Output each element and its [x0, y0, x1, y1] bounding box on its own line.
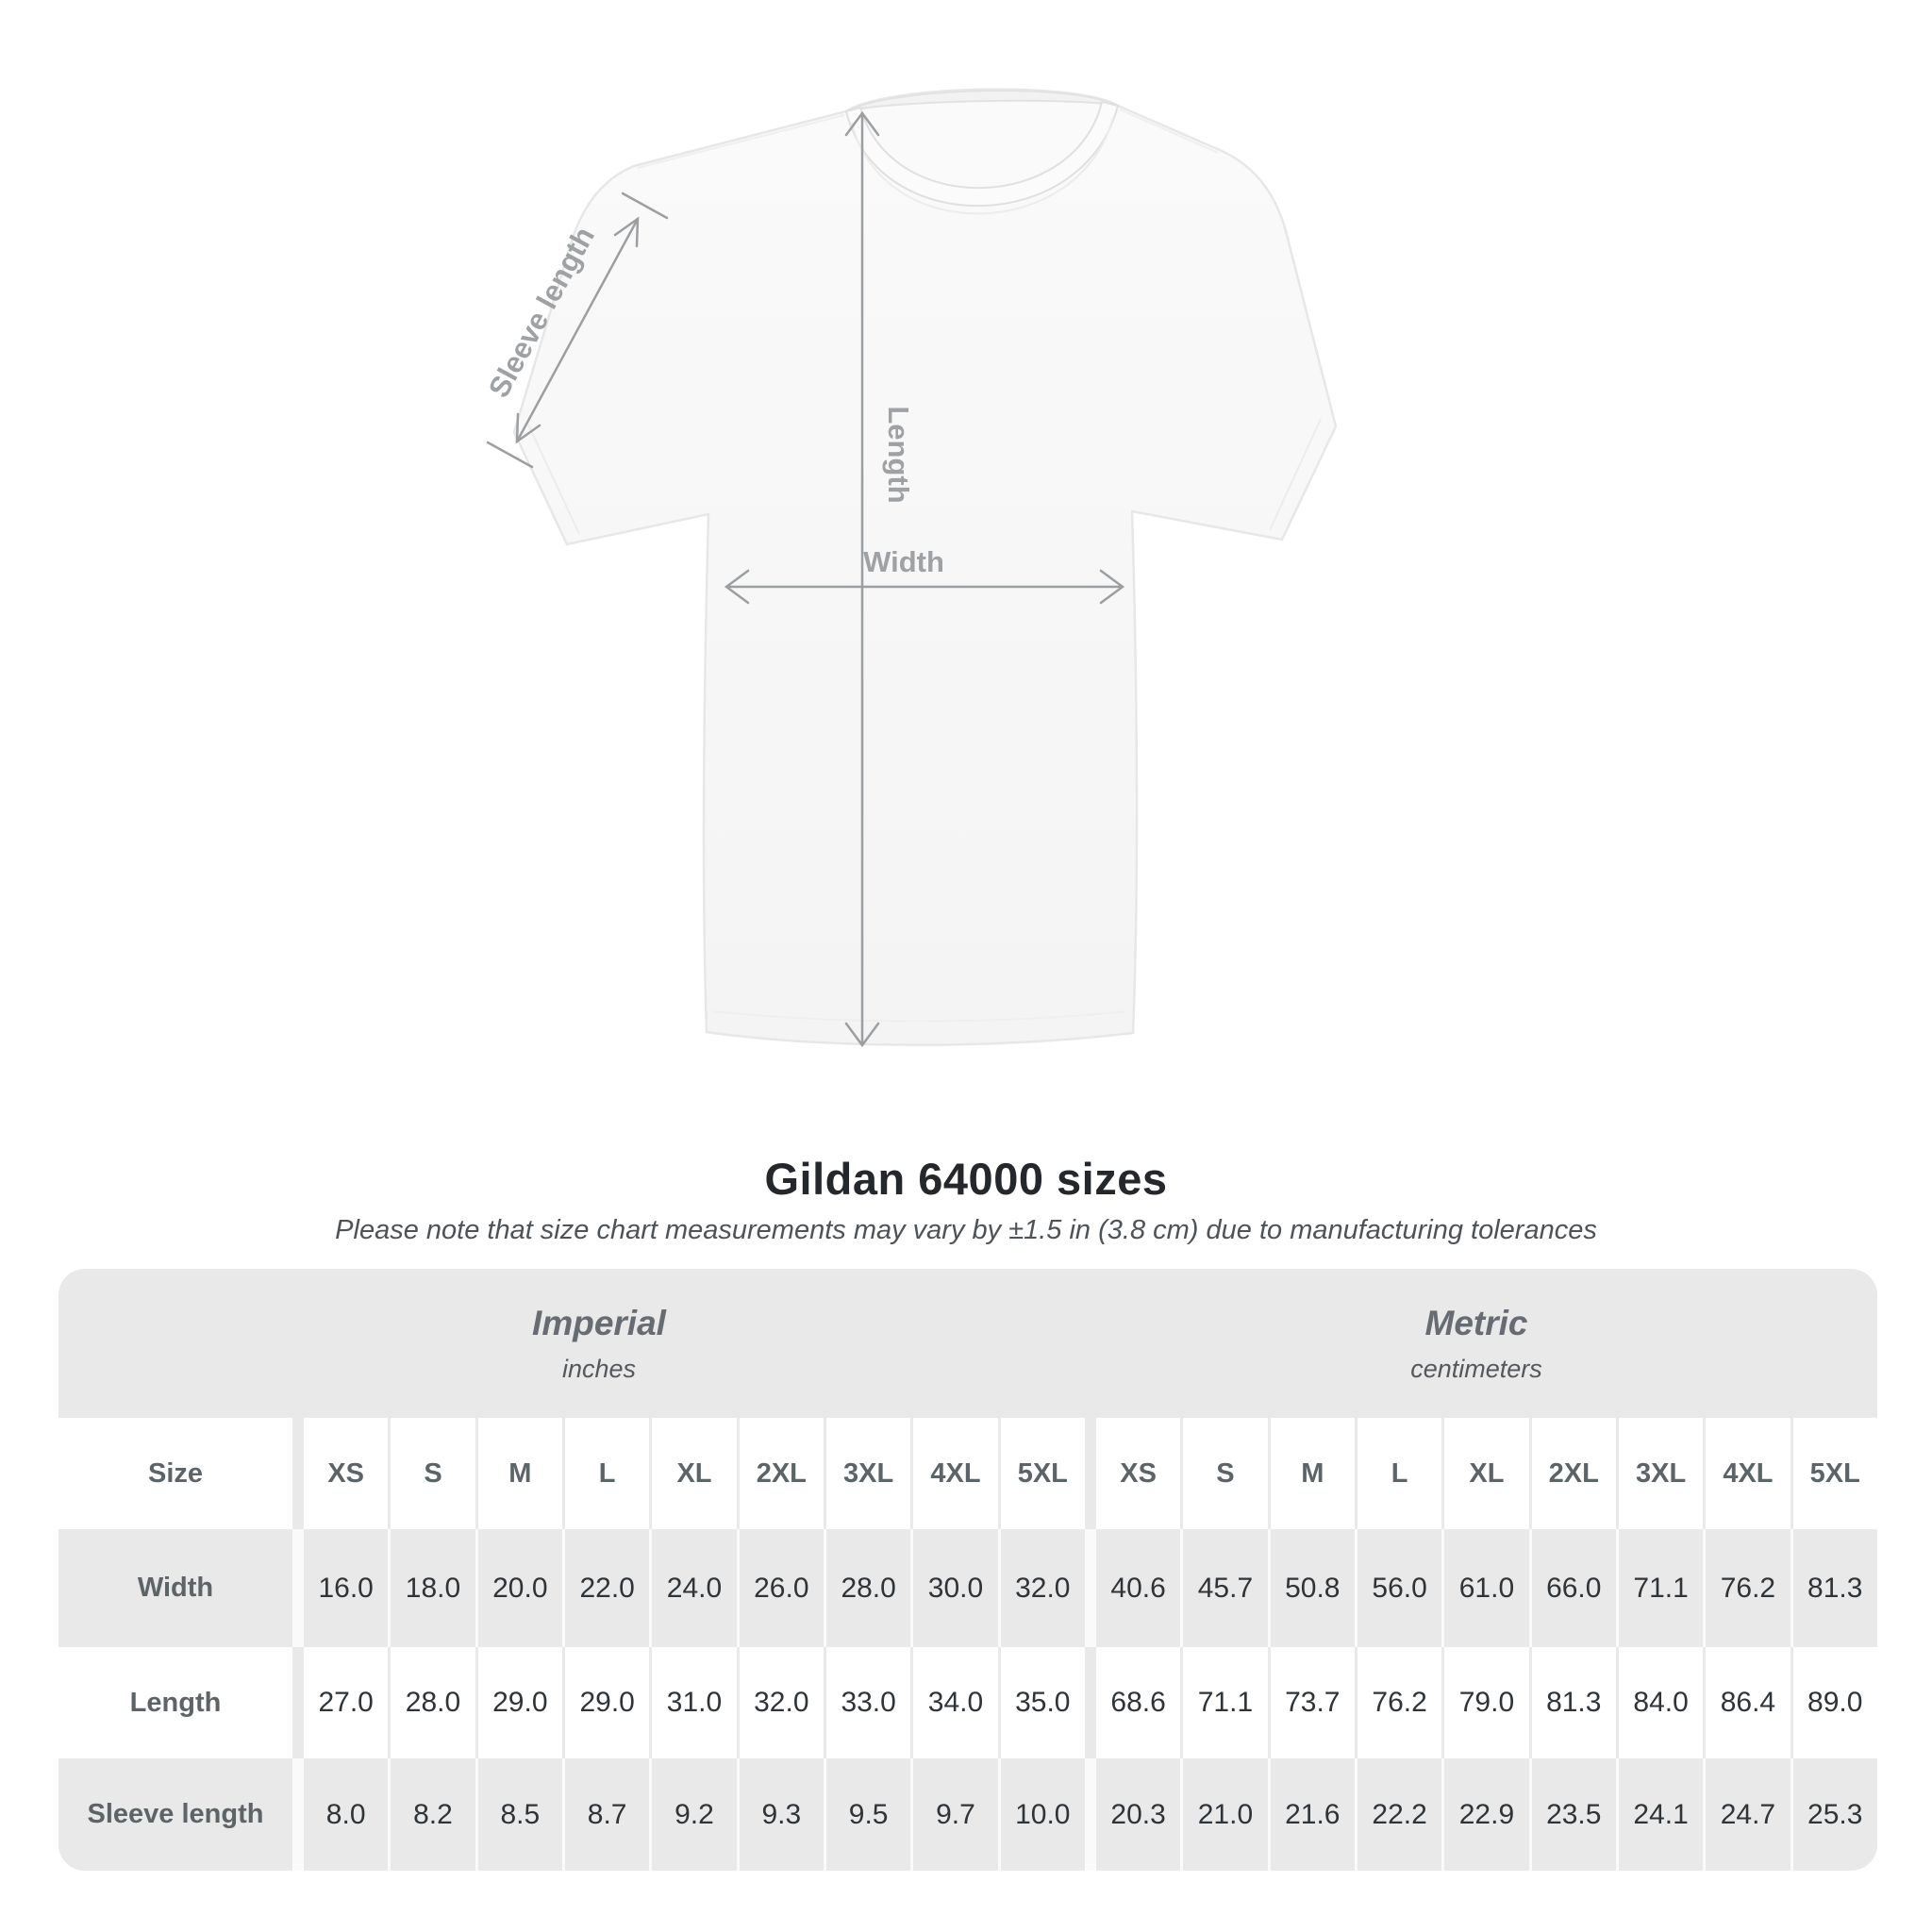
length-metric-xs: 68.6	[1096, 1647, 1180, 1758]
width-metric-s: 45.7	[1183, 1529, 1267, 1647]
size-corner-header: Size	[58, 1418, 292, 1529]
metric-label: Metric	[1424, 1303, 1528, 1342]
column-header-metric-m: M	[1271, 1418, 1355, 1529]
column-divider	[295, 1529, 301, 1647]
imperial-unit: inches	[561, 1354, 637, 1383]
width-imperial-xl: 24.0	[652, 1529, 736, 1647]
width-label: Width	[863, 545, 944, 578]
sleeve-imperial-4xl: 9.7	[913, 1758, 997, 1871]
column-divider	[295, 1647, 301, 1758]
sleeve-imperial-2xl: 9.3	[740, 1758, 824, 1871]
page-title: Gildan 64000 sizes	[764, 1154, 1168, 1204]
length-imperial-2xl: 32.0	[740, 1647, 824, 1758]
sleeve-metric-s: 21.0	[1183, 1758, 1267, 1871]
width-imperial-2xl: 26.0	[740, 1529, 824, 1647]
tolerance-note: Please note that size chart measurements may vary by ±1.5 in (3.8 cm) due to manufacturing tolerances	[335, 1215, 1597, 1245]
imperial-label: Imperial	[532, 1303, 666, 1342]
column-header-metric-2xl: 2XL	[1532, 1418, 1616, 1529]
sleeve-imperial-m: 8.5	[478, 1758, 562, 1871]
sleeve-imperial-xs: 8.0	[304, 1758, 388, 1871]
column-header-imperial-s: S	[391, 1418, 475, 1529]
column-header-metric-4xl: 4XL	[1706, 1418, 1790, 1529]
length-metric-5xl: 89.0	[1793, 1647, 1877, 1758]
column-header-metric-s: S	[1183, 1418, 1267, 1529]
table-row-length	[58, 1647, 1877, 1758]
sleeve-metric-xl: 22.9	[1444, 1758, 1528, 1871]
column-header-metric-xs: XS	[1096, 1418, 1180, 1529]
width-imperial-4xl: 30.0	[913, 1529, 997, 1647]
length-imperial-s: 28.0	[391, 1647, 475, 1758]
row-label-sleeve-length: Sleeve length	[58, 1758, 292, 1871]
sleeve-metric-xs: 20.3	[1096, 1758, 1180, 1871]
width-metric-l: 56.0	[1357, 1529, 1441, 1647]
sleeve-metric-3xl: 24.1	[1619, 1758, 1703, 1871]
length-metric-xl: 79.0	[1444, 1647, 1528, 1758]
section-divider	[1088, 1647, 1093, 1758]
table-row-sleeve-length	[58, 1758, 1877, 1871]
width-imperial-l: 22.0	[565, 1529, 649, 1647]
length-metric-l: 76.2	[1357, 1647, 1441, 1758]
column-header-metric-5xl: 5XL	[1793, 1418, 1877, 1529]
section-divider	[1088, 1529, 1093, 1647]
column-header-imperial-xs: XS	[304, 1418, 388, 1529]
imperial-group-header	[532, 1269, 666, 1418]
column-header-imperial-2xl: 2XL	[740, 1418, 824, 1529]
length-imperial-5xl: 35.0	[1001, 1647, 1085, 1758]
length-imperial-xl: 31.0	[652, 1647, 736, 1758]
width-metric-2xl: 66.0	[1532, 1529, 1616, 1647]
width-imperial-m: 20.0	[478, 1529, 562, 1647]
length-imperial-m: 29.0	[478, 1647, 562, 1758]
width-imperial-s: 18.0	[391, 1529, 475, 1647]
sleeve-length-label: Sleeve length	[481, 221, 602, 404]
column-divider	[295, 1418, 301, 1529]
sleeve-imperial-xl: 9.2	[652, 1758, 736, 1871]
column-header-imperial-m: M	[478, 1418, 562, 1529]
size-header-row	[58, 1418, 1877, 1529]
length-metric-3xl: 84.0	[1619, 1647, 1703, 1758]
length-metric-m: 73.7	[1271, 1647, 1355, 1758]
width-imperial-5xl: 32.0	[1001, 1529, 1085, 1647]
length-metric-s: 71.1	[1183, 1647, 1267, 1758]
length-imperial-l: 29.0	[565, 1647, 649, 1758]
column-header-imperial-5xl: 5XL	[1001, 1418, 1085, 1529]
width-metric-5xl: 81.3	[1793, 1529, 1877, 1647]
sleeve-imperial-l: 8.7	[565, 1758, 649, 1871]
width-metric-4xl: 76.2	[1706, 1529, 1790, 1647]
column-header-imperial-4xl: 4XL	[913, 1418, 997, 1529]
column-header-imperial-xl: XL	[652, 1418, 736, 1529]
column-header-imperial-l: L	[565, 1418, 649, 1529]
width-imperial-3xl: 28.0	[826, 1529, 910, 1647]
length-metric-2xl: 81.3	[1532, 1647, 1616, 1758]
metric-group-header	[1410, 1269, 1542, 1418]
sleeve-metric-l: 22.2	[1357, 1758, 1441, 1871]
width-imperial-xs: 16.0	[304, 1529, 388, 1647]
width-metric-m: 50.8	[1271, 1529, 1355, 1647]
sleeve-imperial-5xl: 10.0	[1001, 1758, 1085, 1871]
row-label-width: Width	[58, 1529, 292, 1647]
column-header-metric-3xl: 3XL	[1619, 1418, 1703, 1529]
length-imperial-3xl: 33.0	[826, 1647, 910, 1758]
width-metric-xl: 61.0	[1444, 1529, 1528, 1647]
size-table	[58, 1269, 1877, 1871]
section-divider	[1088, 1418, 1093, 1529]
sleeve-metric-m: 21.6	[1271, 1758, 1355, 1871]
length-metric-4xl: 86.4	[1706, 1647, 1790, 1758]
sleeve-imperial-s: 8.2	[391, 1758, 475, 1871]
column-divider	[295, 1758, 301, 1871]
row-label-length: Length	[58, 1647, 292, 1758]
length-label: Length	[881, 406, 915, 504]
width-metric-xs: 40.6	[1096, 1529, 1180, 1647]
metric-unit: centimeters	[1410, 1354, 1542, 1383]
sleeve-metric-5xl: 25.3	[1793, 1758, 1877, 1871]
sleeve-metric-4xl: 24.7	[1706, 1758, 1790, 1871]
width-metric-3xl: 71.1	[1619, 1529, 1703, 1647]
column-header-imperial-3xl: 3XL	[826, 1418, 910, 1529]
unit-group-band	[58, 1269, 1877, 1418]
sleeve-metric-2xl: 23.5	[1532, 1758, 1616, 1871]
sleeve-imperial-3xl: 9.5	[826, 1758, 910, 1871]
column-header-metric-l: L	[1357, 1418, 1441, 1529]
length-imperial-4xl: 34.0	[913, 1647, 997, 1758]
table-row-width	[58, 1529, 1877, 1647]
column-header-metric-xl: XL	[1444, 1418, 1528, 1529]
length-imperial-xs: 27.0	[304, 1647, 388, 1758]
section-divider	[1088, 1758, 1093, 1871]
